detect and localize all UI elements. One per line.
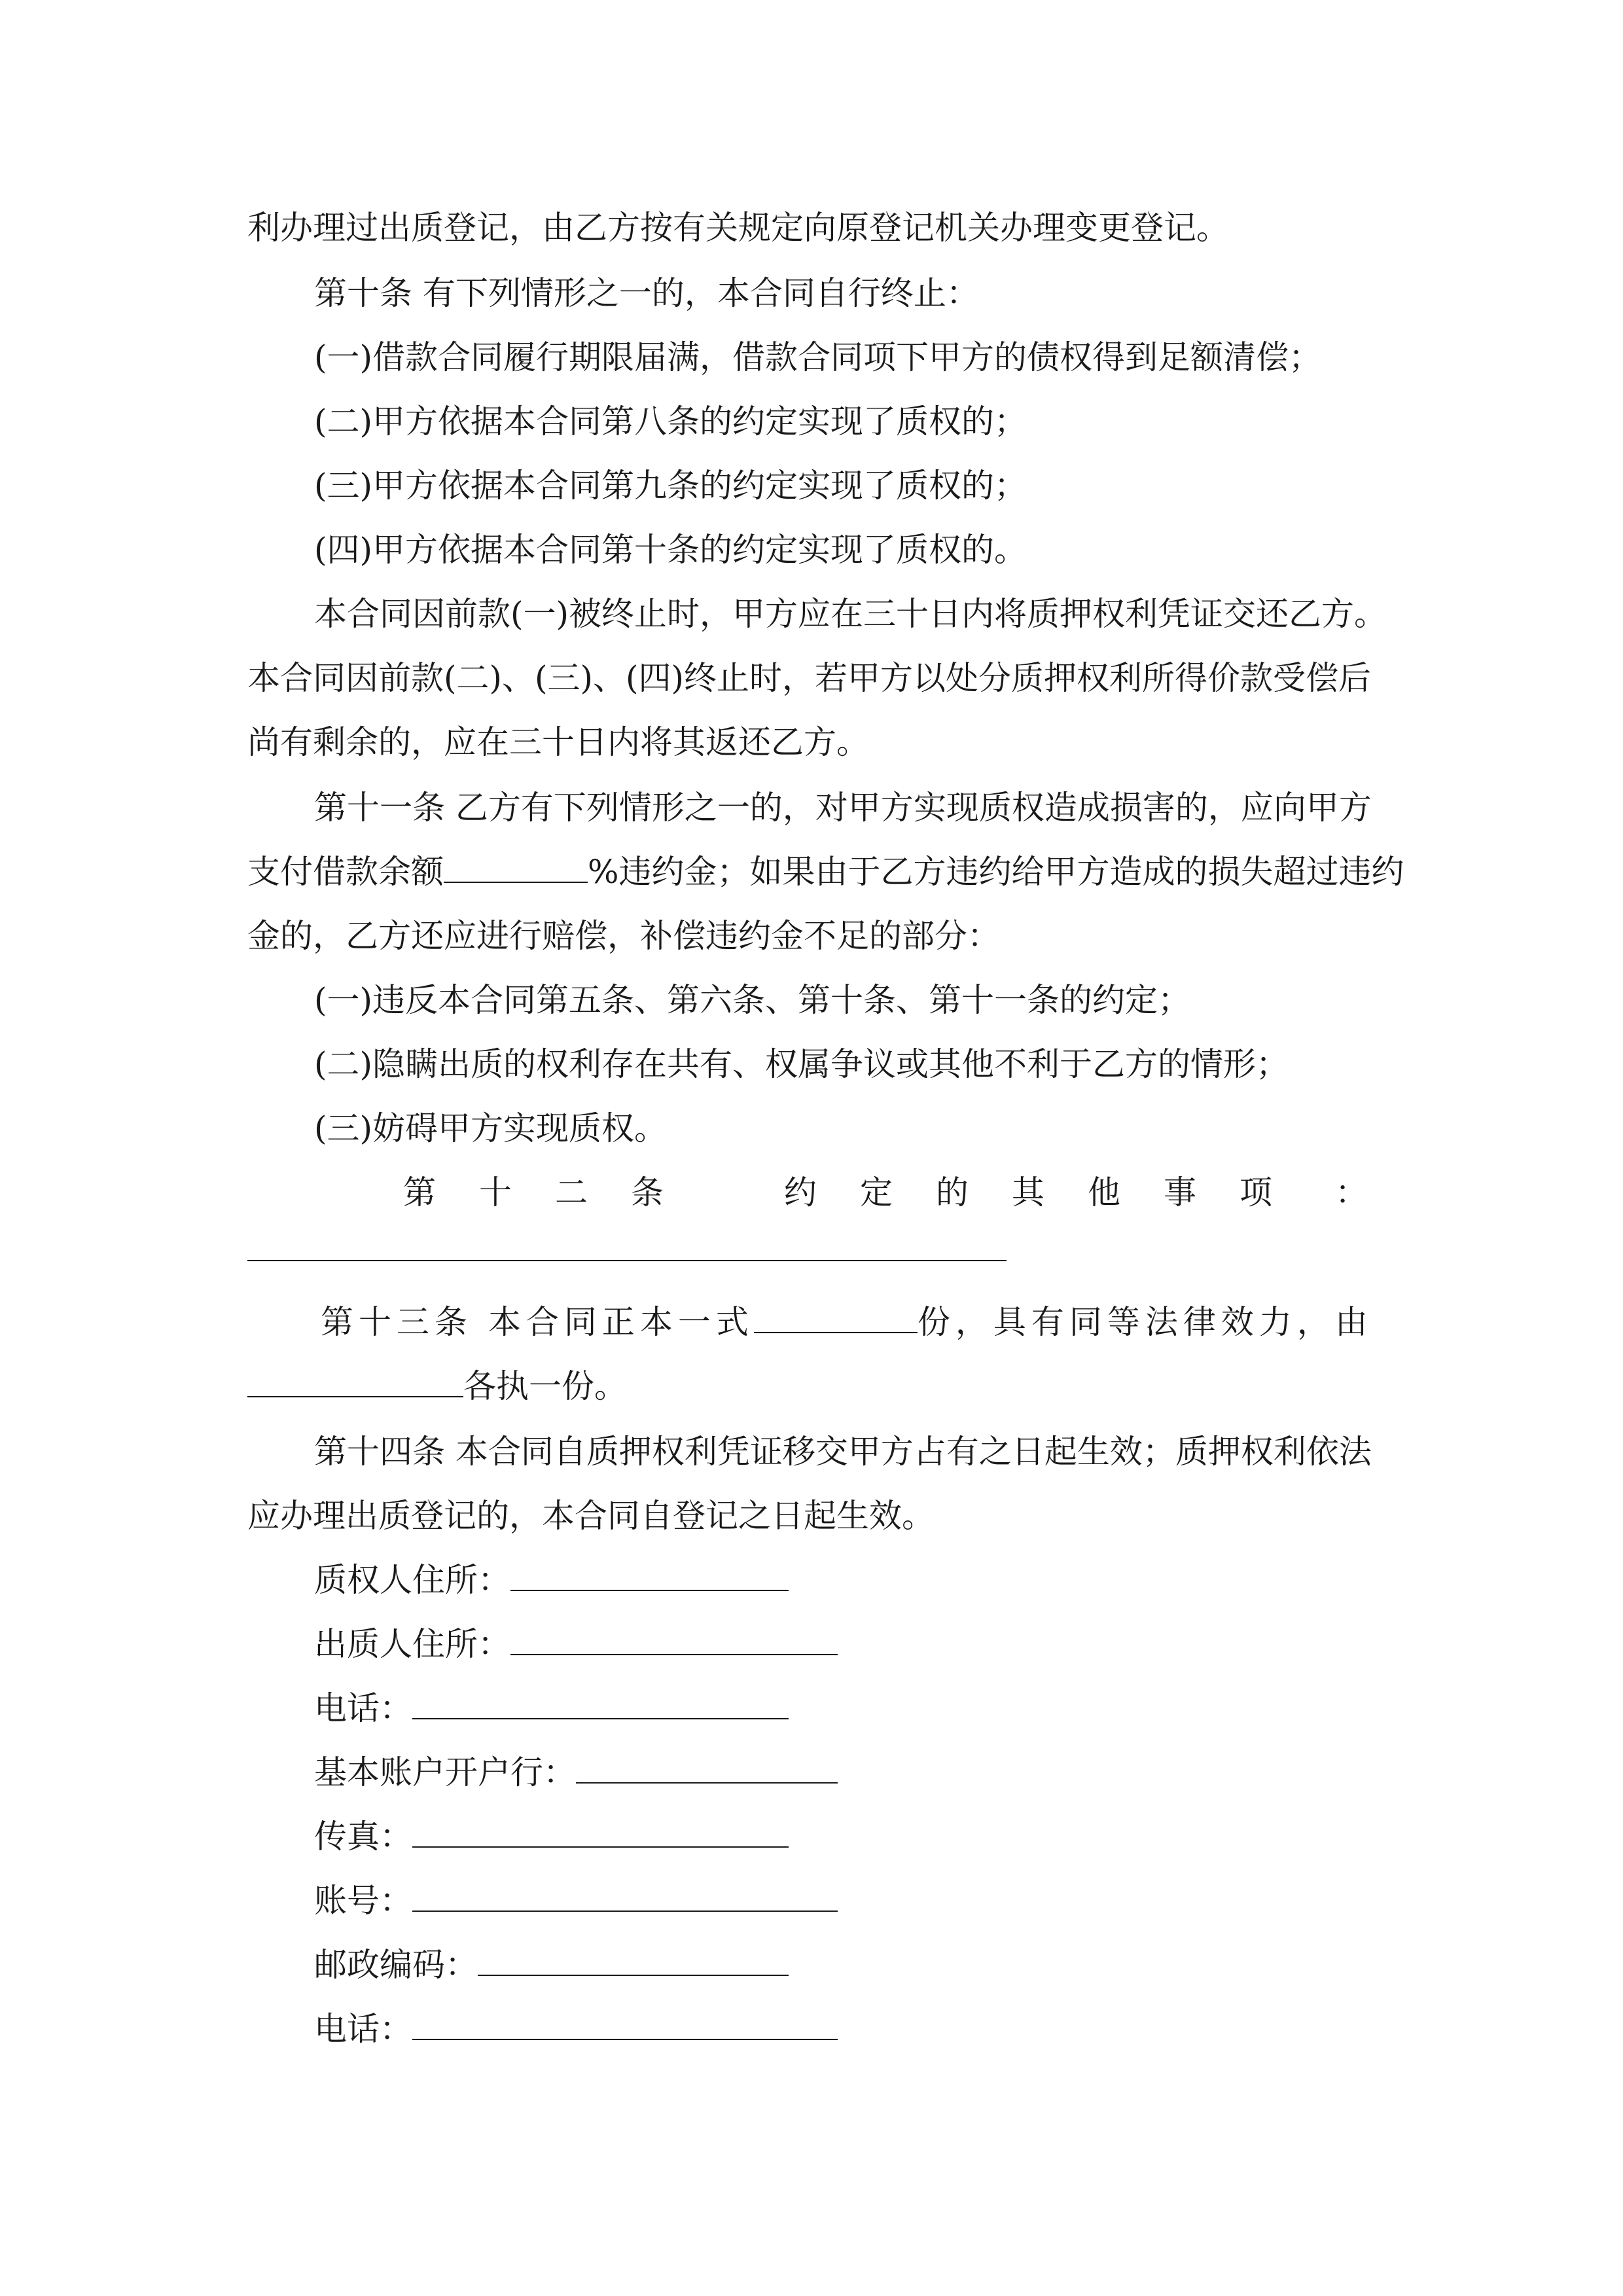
clause-12-text: 约定的其他事项 [784,1174,1315,1211]
phone-field-1 [314,1689,789,1728]
clause-13-line-2 [247,1367,627,1406]
clause-11-line-2 [247,852,1404,891]
clause-12-colon: ： [1335,1174,1368,1211]
clause-13-before: 第十三条 本合同正本一式 [321,1303,754,1341]
clause-9-tail: 利办理过出质登记，由乙方按有关规定向原登记机关办理变更登记。 [247,209,1229,247]
clause-11-line-2-before: 支付借款余额 [247,853,444,891]
clause-12-blank-line [247,1260,1007,1261]
bank-blank [576,1753,838,1784]
clause-10-note-line-1: 本合同因前款(一)被终止时，甲方应在三十日内将质押权利凭证交还乙方。 [314,595,1387,633]
clause-11-item-3: (三)妨碍甲方实现质权。 [314,1109,668,1147]
clause-11-item-2: (二)隐瞒出质的权利存在共有、权属争议或其他不利于乙方的情形； [314,1045,1289,1083]
clause-12-label: 第十二条 [403,1174,707,1211]
clause-13-after: 份，具有同等法律效力，由 [917,1303,1373,1341]
fax-blank [412,1818,789,1848]
bank-field [314,1753,838,1792]
penalty-percent-blank [444,853,588,883]
fax-field [314,1817,789,1856]
clause-11-line-1: 第十一条 乙方有下列情形之一的，对甲方实现质权造成损害的，应向甲方 [314,789,1372,827]
phone-blank-1 [412,1689,789,1719]
clause-11-line-3: 金的，乙方还应进行赔偿，补偿违约金不足的部分： [247,917,1000,955]
postcode-label: 邮政编码： [314,1946,478,1984]
postcode-field [314,1945,789,1984]
clause-14-line-2: 应办理出质登记的，本合同自登记之日起生效。 [247,1497,935,1535]
pledgee-address-field [314,1560,789,1600]
pledgor-address-blank [510,1625,838,1655]
phone-label-1: 电话： [314,1689,412,1727]
clause-10-item-4: (四)甲方依据本合同第十条的约定实现了质权的。 [314,531,1027,569]
clause-10-item-1: (一)借款合同履行期限届满，借款合同项下甲方的债权得到足额清偿； [314,338,1322,376]
account-label: 账号： [314,1882,412,1920]
pledgee-address-label: 质权人住所： [314,1561,510,1599]
clause-13-line-1 [321,1302,1373,1342]
clause-10-item-2: (二)甲方依据本合同第八条的约定实现了质权的； [314,403,1027,440]
account-blank [412,1882,838,1912]
copies-count-blank [754,1303,918,1333]
postcode-blank [478,1946,789,1976]
phone-field-2 [314,2009,838,2049]
clause-11-line-2-after: %违约金；如果由于乙方违约给甲方造成的损失超过违约 [588,853,1404,891]
fax-label: 传真： [314,1818,412,1856]
pledgor-address-label: 出质人住所： [314,1625,510,1663]
clause-10-note-line-2: 本合同因前款(二)、(三)、(四)终止时，若甲方以处分质押权利所得价款受偿后 [247,659,1372,697]
pledgee-address-blank [510,1561,789,1591]
phone-blank-2 [412,2010,838,2040]
phone-label-2: 电话： [314,2010,412,2048]
bank-label: 基本账户开户行： [314,1753,576,1791]
clause-13-line-2-after: 各执一份。 [463,1367,627,1405]
clause-10-note-line-3: 尚有剩余的，应在三十日内将其返还乙方。 [247,723,869,761]
clause-14-line-1: 第十四条 本合同自质押权利凭证移交甲方占有之日起生效；质押权利依法 [314,1433,1372,1471]
clause-10-heading: 第十条 有下列情形之一的，本合同自行终止： [314,274,979,312]
clause-10-item-3: (三)甲方依据本合同第九条的约定实现了质权的； [314,467,1027,505]
holders-blank [247,1367,463,1397]
pledgor-address-field [314,1624,838,1664]
account-field [314,1881,838,1920]
clause-11-item-1: (一)违反本合同第五条、第六条、第十条、第十一条的约定； [314,981,1191,1019]
